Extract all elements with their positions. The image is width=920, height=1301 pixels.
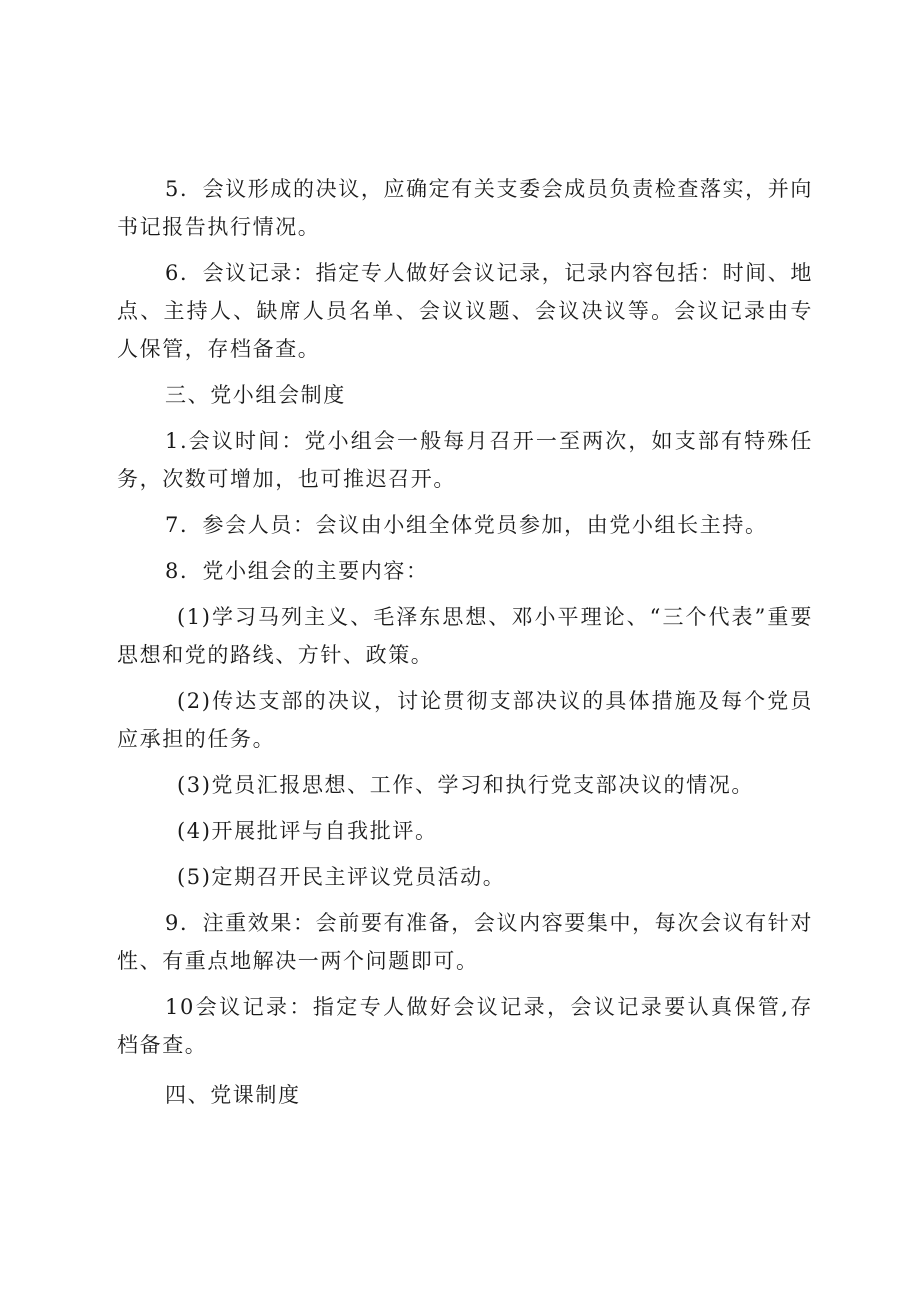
paragraph-meeting-time: 1.会议时间：党小组会一般每月召开一至两次，如支部有特殊任务，次数可增加，也可推迟召开。: [117, 429, 813, 491]
paragraph-item-5: 5．会议形成的决议，应确定有关支委会成员负责检查落实，并向书记报告执行情况。: [117, 177, 813, 239]
list-item-5: (5)定期召开民主评议党员活动。: [177, 865, 506, 889]
paragraph-main-content: 8．党小组会的主要内容：: [165, 559, 429, 583]
paragraph-attendees: 7．参会人员：会议由小组全体党员参加，由党小组长主持。: [165, 513, 768, 537]
paragraph-item-6: 6．会议记录：指定专人做好会议记录，记录内容包括：时间、地点、主持人、缺席人员名单、会议议题、会议决议等。会议记录由专人保管，存档备查。: [117, 261, 813, 361]
list-item-1: (1)学习马列主义、毛泽东思想、邓小平理论、“三个代表”重要思想和党的路线、方针、政策。: [117, 605, 813, 667]
paragraph-meeting-record: 10会议记录：指定专人做好会议记录，会议记录要认真保管,存档备查。: [117, 995, 813, 1057]
document-body: [117, 170, 813, 1122]
paragraph-effectiveness: 9．注重效果：会前要有准备，会议内容要集中，每次会议有针对性、有重点地解决一两个问题即可。: [117, 911, 813, 973]
list-item-4: (4)开展批评与自我批评。: [177, 819, 438, 843]
list-item-3: (3)党员汇报思想、工作、学习和执行党支部决议的情况。: [177, 773, 754, 797]
section-heading-3: 三、党小组会制度: [165, 383, 346, 407]
list-item-2: (2)传达支部的决议，讨论贯彻支部决议的具体措施及每个党员应承担的任务。: [117, 689, 813, 751]
section-heading-4: 四、党课制度: [165, 1083, 301, 1107]
